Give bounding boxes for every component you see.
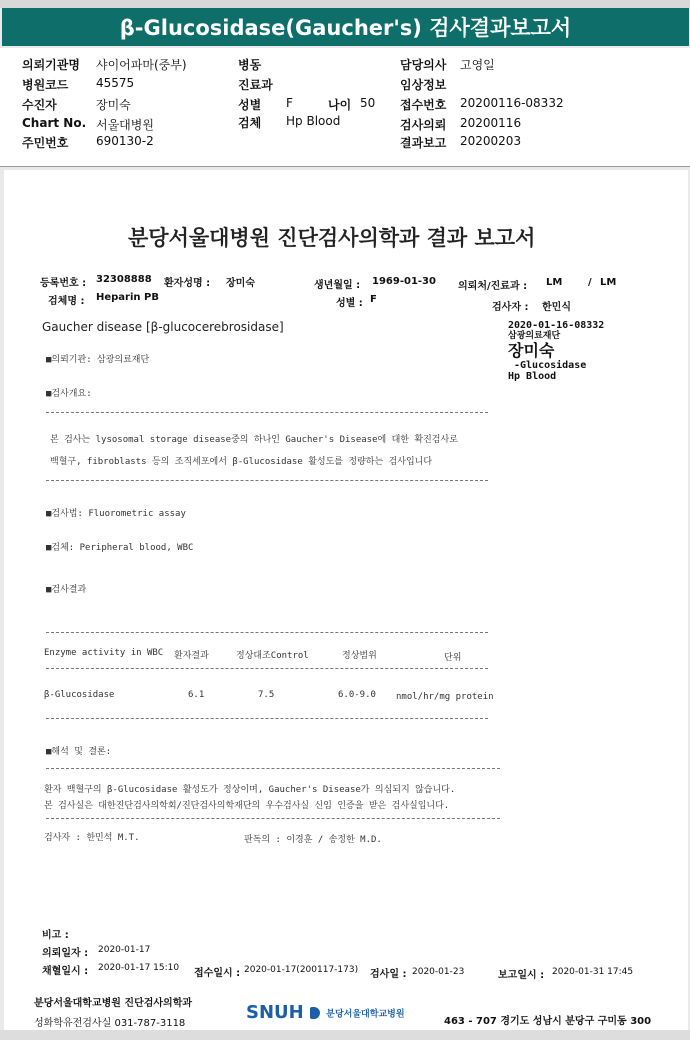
snuh-logo [246, 1002, 405, 1023]
interp-title: ■해석 및 결론: [46, 747, 112, 757]
table-header-control: 정상대조Control [236, 651, 309, 661]
ref-b: LM [600, 277, 617, 288]
recv-date: 2020-01-17(200117-173) [244, 965, 359, 975]
specimen-line: ■검체: Peripheral blood, WBC [46, 543, 194, 553]
footer-lab: 분당서울대학교병원 진단검사의학과 [34, 998, 193, 1009]
result-normal-range: 6.0-9.0 [338, 690, 376, 700]
footer-address: 463 - 707 경기도 성남시 분당구 구미동 300 [444, 1016, 652, 1027]
req-date: 2020-01-17 [98, 945, 151, 955]
table-header-patient: 환자결과 [174, 651, 209, 661]
specimen-name-label: 검체명 : [48, 296, 85, 307]
request-label: 검사의뢰 [400, 118, 447, 132]
table-header-test: Enzyme activity in WBC [44, 648, 164, 658]
draw-date-label: 채혈일시 : [42, 966, 89, 977]
sticker-test: -Glucosidase [514, 360, 587, 371]
top-strip [0, 0, 690, 8]
ref-label: 의뢰처/진료과 : [458, 281, 528, 292]
doctor-label: 담당의사 [400, 58, 447, 72]
dob-label: 생년월일 : [314, 280, 361, 291]
age-value: 50 [360, 96, 376, 110]
remark-label: 비고 : [42, 930, 69, 941]
institution-line: ■의뢰기관: 삼광의료재단 [46, 355, 150, 365]
interp-line-2: 본 검사실은 대한진단검사의학회/진단검사의학재단의 우수검사실 신임 인증을 받은 검사실입니다. [44, 801, 450, 811]
tester-label: 검사자 : [492, 302, 529, 313]
report-date: 2020-01-31 17:45 [552, 967, 634, 977]
ward-label: 병동 [238, 58, 262, 72]
clinical-label: 임상정보 [400, 78, 447, 92]
patient-value: 장미숙 [96, 98, 131, 112]
sex-field: F [370, 294, 377, 305]
sticker-name: 장미숙 [508, 341, 555, 360]
ref-sep: / [588, 277, 592, 288]
snuh-logo-korean: 분당서울대학교병원 [326, 1009, 405, 1020]
recv-label: 접수일시 : [194, 968, 241, 979]
overview-line-2: 백혈구, fibroblasts 등의 조직세포에서 β-Glucosidase 활성도를 정량하는 검사입니다 [50, 457, 433, 467]
divider [46, 768, 500, 769]
doctor-value: 고영일 [460, 58, 495, 72]
result-unit: nmol/hr/mg protein [396, 692, 494, 702]
requester-value: 샤이어파마(중부) [96, 58, 187, 72]
resident-label: 주민번호 [22, 136, 69, 150]
requester-label: 의뢰기관명 [22, 58, 80, 72]
result-title: ■검사결과 [46, 585, 87, 595]
reg-no-label: 등록번호 : [40, 278, 87, 289]
footer-phone: 성화학유전검사실 031-787-3118 [34, 1018, 186, 1029]
request-value: 20200116 [460, 116, 522, 130]
test-date-label: 검사일 : [370, 969, 407, 980]
test-name: Gaucher disease [β-glucocerebrosidase] [42, 320, 284, 334]
divider [46, 632, 488, 633]
report-header [2, 8, 689, 46]
resident-value: 690130-2 [96, 134, 154, 148]
report-label: 결과보고 [400, 136, 447, 150]
patient-name-label: 환자성명 : [164, 278, 211, 289]
result-test-name: β-Glucosidase [44, 690, 115, 700]
hospital-code-label: 병원코드 [22, 78, 69, 92]
report-date-label: 보고일시 : [498, 970, 545, 981]
specimen-label-sticker [508, 320, 604, 382]
snuh-logo-icon [310, 1007, 320, 1019]
hospital-code-value: 45575 [96, 76, 135, 90]
interp-line-1: 환자 백혈구의 β-Glucosidase 활성도가 정상이며, Gaucher's Disease가 의심되지 않습니다. [44, 785, 456, 795]
report-header-title: β-Glucosidase(Gaucher's) 검사결과보고서 [119, 16, 572, 40]
report-value: 20200203 [460, 134, 522, 148]
scanned-report-title: 분당서울대병원 진단검사의학과 결과 보고서 [128, 226, 536, 250]
overview-line-1: 본 검사는 lysosomal storage disease중의 하나인 Gaucher's Disease에 대한 확진검사로 [50, 435, 458, 445]
specimen-name: Heparin PB [96, 292, 159, 303]
signer-reader: 판독의 : 이경훈 / 송정한 M.D. [244, 835, 382, 845]
ref-a: LM [546, 277, 563, 288]
patient-name: 장미숙 [226, 278, 255, 289]
sex-label: 성별 [238, 98, 262, 112]
req-date-label: 의뢰일자 : [42, 948, 89, 959]
divider [46, 718, 488, 719]
snuh-logo-text: SNUH [246, 1002, 304, 1023]
receipt-label: 접수번호 [400, 98, 447, 112]
sex-field-label: 성별 : [336, 298, 363, 309]
patient-label: 수진자 [22, 98, 57, 112]
sticker-specimen: Hp Blood [508, 371, 557, 382]
age-label: 나이 [328, 98, 352, 112]
divider [46, 412, 488, 413]
divider [46, 818, 500, 819]
chart-value: 서울대병원 [96, 118, 154, 132]
dept-label: 진료과 [238, 78, 273, 92]
table-header-unit: 단위 [444, 653, 462, 663]
sticker-number: 2020-01-16-08332 [508, 320, 605, 331]
specimen-value: Hp Blood [286, 114, 341, 128]
method-line: ■검사법: Fluorometric assay [46, 509, 186, 519]
sex-value: F [286, 96, 293, 110]
signer-tester: 검사자 : 한민석 M.T. [44, 833, 140, 843]
dob: 1969-01-30 [372, 276, 436, 287]
test-date: 2020-01-23 [412, 967, 465, 977]
sticker-org: 삼광의료재단 [508, 331, 561, 341]
table-header-range: 정상범위 [342, 651, 377, 661]
draw-date: 2020-01-17 15:10 [98, 963, 180, 973]
result-control-value: 7.5 [258, 690, 275, 700]
bottom-strip [0, 1030, 690, 1040]
receipt-value: 20200116-08332 [460, 96, 564, 110]
tester-name: 한민식 [542, 302, 571, 313]
info-panel [0, 48, 690, 167]
reg-no: 32308888 [96, 274, 152, 285]
scanned-report [4, 170, 688, 1030]
overview-title: ■검사개요: [46, 389, 92, 399]
divider [46, 668, 488, 669]
specimen-label: 검체 [238, 116, 262, 130]
result-patient-value: 6.1 [188, 690, 205, 700]
chart-label: Chart No. [22, 116, 87, 130]
divider [46, 480, 488, 481]
